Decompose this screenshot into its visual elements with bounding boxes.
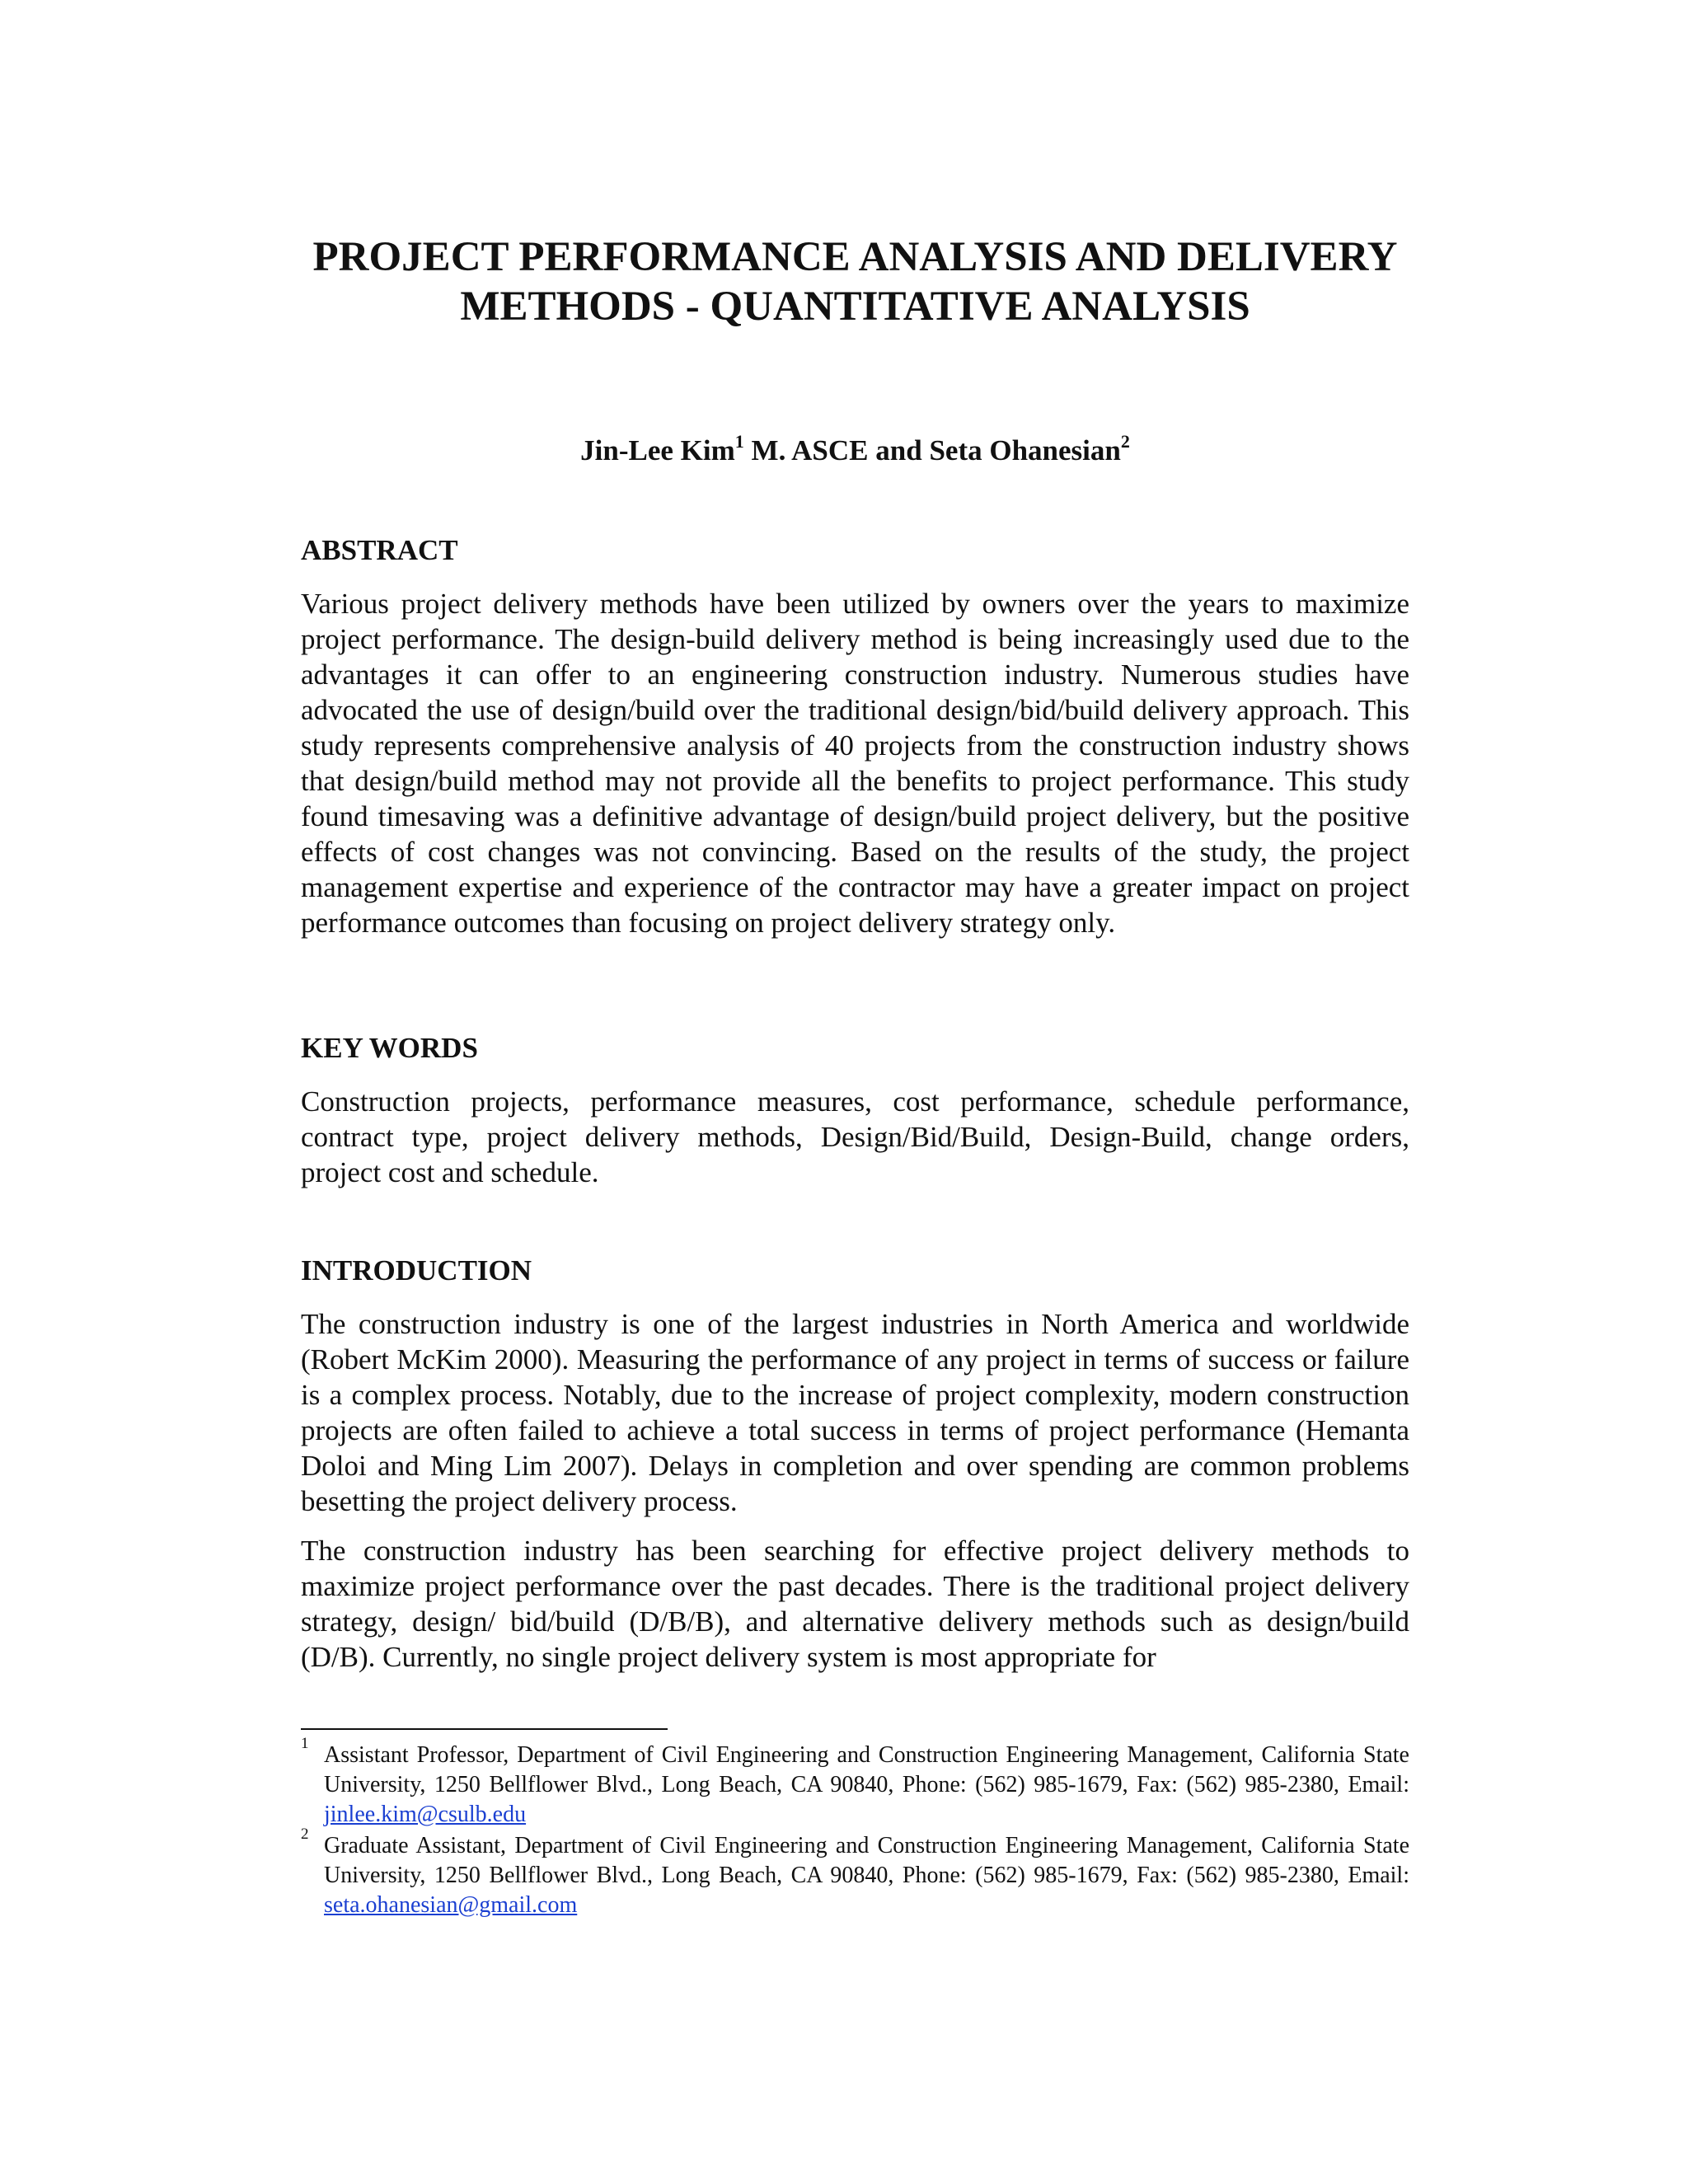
footnote-text: [324, 1831, 1409, 1920]
abstract-text: Various project delivery methods have been utilized by owners over the years to maximize project performance. The design-build delivery method is being increasingly used due to the advantages it can offer to an engineering construction industry. Numerous studies have advocated the use of design/build over the traditional design/bid/build delivery approach. This study represents comprehensive analysis of 40 projects from the construction industry shows that design/build method may not provide all the benefits to project performance. This study found timesaving was a definitive advantage of design/build project delivery, but the positive effects of cost changes was not convincing. Based on the results of the study, the project management expertise and experience of the contractor may have a greater impact on project performance outcomes than focusing on project delivery strategy only.: [301, 588, 1409, 939]
footnote-body: Graduate Assistant, Department of Civil Engineering and Construction Engineering Management, California State University, 1250 Bellflower Blvd., Long Beach, CA 90840, Phone: (562) 985-1679, Fax: (562) 985-2380, Email:: [324, 1833, 1409, 1888]
keywords-heading: KEY WORDS: [301, 1032, 478, 1064]
abstract-heading: ABSTRACT: [301, 534, 458, 566]
author-affiliation-text: M. ASCE and: [743, 434, 930, 466]
footnote-mark: 1: [301, 1735, 309, 1752]
email-link[interactable]: seta.ohanesian@gmail.com: [324, 1892, 578, 1918]
footnote: [301, 1825, 1409, 1920]
paper-title: PROJECT PERFORMANCE ANALYSIS AND DELIVERY METHODS - QUANTITATIVE ANALYSIS: [312, 234, 1398, 330]
footnote-mark: 2: [301, 1825, 309, 1843]
author-line: [301, 432, 1409, 470]
author-name: Seta Ohanesian: [929, 434, 1121, 466]
footnote-body: Assistant Professor, Department of Civil Engineering and Construction Engineering Management, California State University, 1250 Bellflower Blvd., Long Beach, CA 90840, Phone: (562) 985-1679, Fax: (562) 985-2380, Email:: [324, 1742, 1409, 1797]
footnote-ref: 1: [734, 431, 744, 452]
introduction-heading: INTRODUCTION: [301, 1254, 532, 1286]
footnote-divider: [301, 1728, 668, 1730]
email-link[interactable]: jinlee.kim@csulb.edu: [324, 1802, 527, 1827]
introduction-paragraph: The construction industry is one of the largest industries in North America and worldwide (Robert McKim 2000). Measuring the performance of any project in terms of success or failure is a complex process. Notably, due to the increase of project complexity, modern construction projects are often failed to achieve a total success in terms of project performance (Hemanta Doloi and Ming Lim 2007). Delays in completion and over spending are common problems besetting the project delivery process.: [301, 1308, 1409, 1517]
keywords-text: Construction projects, performance measures, cost performance, schedule performance, contract type, project delivery methods, Design/Bid/Build, Design-Build, change orders, project cost and schedule.: [301, 1085, 1409, 1188]
footnote-ref: 2: [1120, 431, 1130, 452]
introduction-paragraph: The construction industry has been searching for effective project delivery methods to maximize project performance over the past decades. There is the traditional project delivery strategy, design/ bid/build (D/B/B), and alternative delivery methods such as design/build (D/B). Currently, no single project delivery system is most appropriate for: [301, 1535, 1409, 1673]
author-name: Jin-Lee Kim: [580, 434, 735, 466]
footnote: [301, 1735, 1409, 1830]
footnote-text: [324, 1741, 1409, 1830]
